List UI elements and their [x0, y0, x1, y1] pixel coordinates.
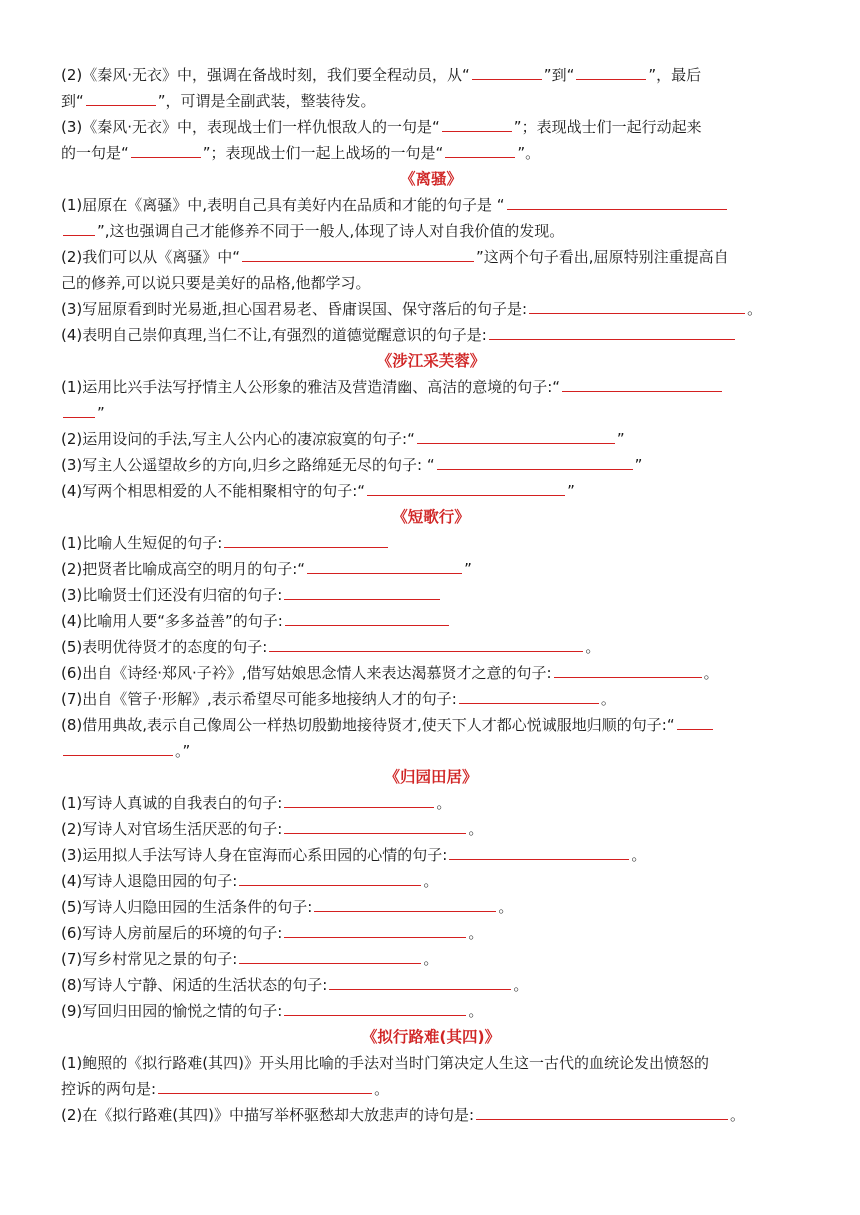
answer-blank[interactable] [459, 689, 599, 704]
answer-blank[interactable] [269, 637, 583, 652]
question-line [61, 244, 801, 270]
question-line [61, 946, 801, 972]
question-text: (4)写诗人退隐田园的句子: [61, 872, 238, 890]
question-text: ”；表现战士们一起行动起来 [513, 118, 702, 136]
question-line [61, 790, 801, 816]
question-text: 。 [747, 300, 763, 318]
question-text: (6)出自《诗经·郑风·子衿》,借写姑娘思念情人来表达渴慕贤才之意的句子: [61, 664, 552, 682]
question-text: (1)屈原在《离骚》中,表明自己具有美好内在品质和才能的句子是 “ [61, 196, 505, 214]
question-text: 的一句是“ [61, 144, 129, 162]
question-text: (2)把贤者比喻成高空的明月的句子:“ [61, 560, 306, 578]
question-text: 。 [513, 976, 529, 994]
answer-blank[interactable] [314, 897, 496, 912]
answer-blank[interactable] [554, 663, 702, 678]
question-line [61, 322, 801, 348]
section-title-text: 《涉江采芙蓉》 [376, 352, 486, 370]
answer-blank[interactable] [489, 325, 735, 340]
answer-blank[interactable] [158, 1079, 372, 1094]
question-text: 。 [468, 1002, 484, 1020]
answer-blank[interactable] [329, 975, 511, 990]
question-line [61, 920, 801, 946]
question-text: 己的修养,可以说只要是美好的品格,他都学习。 [61, 274, 371, 292]
answer-blank[interactable] [284, 793, 434, 808]
answer-blank[interactable] [285, 611, 449, 626]
question-line [61, 88, 801, 114]
question-text: ” [567, 482, 575, 500]
answer-blank[interactable] [677, 715, 713, 730]
question-text: 。 [423, 950, 439, 968]
question-text: ”这两个句子看出,屈原特别注重提高自 [476, 248, 729, 266]
question-text: 。 [374, 1080, 390, 1098]
answer-blank[interactable] [417, 429, 615, 444]
question-text: (4)表明自己崇仰真理,当仁不让,有强烈的道德觉醒意识的句子是: [61, 326, 487, 344]
question-text: (4)写两个相思相爱的人不能相聚相守的句子:“ [61, 482, 366, 500]
answer-blank[interactable] [576, 65, 646, 80]
section-title-text: 《离骚》 [399, 170, 462, 188]
question-text: (3)比喻贤士们还没有归宿的句子: [61, 586, 283, 604]
question-line [61, 556, 801, 582]
question-line [61, 712, 801, 738]
question-text: 控诉的两句是: [61, 1080, 157, 1098]
question-text: ” [97, 404, 105, 422]
section-title-text: 《归园田居》 [384, 768, 478, 786]
section-title [61, 764, 801, 790]
answer-blank[interactable] [242, 247, 474, 262]
answer-blank[interactable] [86, 91, 156, 106]
question-text: ”,这也强调自己才能修养不同于一般人,体现了诗人对自我价值的发现。 [97, 222, 565, 240]
question-text: (2)《秦风·无衣》中，强调在备战时刻，我们要全程动员，从“ [61, 66, 470, 84]
answer-blank[interactable] [63, 741, 173, 756]
question-text: ” [634, 456, 643, 474]
answer-blank[interactable] [284, 819, 466, 834]
question-line [61, 218, 801, 244]
answer-blank[interactable] [239, 871, 421, 886]
answer-blank[interactable] [529, 299, 745, 314]
question-text: (1)写诗人真诚的自我表白的句子: [61, 794, 283, 812]
answer-blank[interactable] [284, 923, 466, 938]
answer-blank[interactable] [239, 949, 421, 964]
answer-blank[interactable] [442, 117, 512, 132]
answer-blank[interactable] [224, 533, 388, 548]
answer-blank[interactable] [284, 585, 440, 600]
answer-blank[interactable] [307, 559, 462, 574]
answer-blank[interactable] [562, 377, 722, 392]
question-text: (4)比喻用人要“多多益善”的句子: [61, 612, 283, 630]
answer-blank[interactable] [507, 195, 727, 210]
section-title [61, 166, 801, 192]
answer-blank[interactable] [476, 1105, 728, 1120]
question-text: (2)我们可以从《离骚》中“ [61, 248, 241, 266]
question-text: (8)借用典故,表示自己像周公一样热切殷勤地接待贤才,使天下人才都心悦诚服地归顺的句子:“ [61, 716, 675, 734]
question-text: (7)出自《管子·形解》,表示希望尽可能多地接纳人才的句子: [61, 690, 457, 708]
question-text: (2)运用设问的手法,写主人公内心的凄凉寂寞的句子:“ [61, 430, 415, 448]
question-text: 。 [585, 638, 601, 656]
question-text: (1)运用比兴手法写抒情主人公形象的雅洁及营造清幽、高洁的意境的句子:“ [61, 378, 561, 396]
question-line [61, 1050, 801, 1076]
question-line [61, 1076, 801, 1102]
question-text: (6)写诗人房前屋后的环境的句子: [61, 924, 283, 942]
question-text: ”，可谓是全副武装，整装待发。 [157, 92, 376, 110]
question-text: (3)《秦风·无衣》中，表现战士们一样仇恨敌人的一句是“ [61, 118, 440, 136]
question-text: ”。 [517, 144, 541, 162]
question-line [61, 738, 801, 764]
question-line [61, 894, 801, 920]
question-text: 。 [423, 872, 439, 890]
question-text: ” [464, 560, 472, 578]
question-text: 。 [631, 846, 647, 864]
question-line [61, 582, 801, 608]
question-line [61, 452, 801, 478]
question-text: (9)写回归田园的愉悦之情的句子: [61, 1002, 283, 1020]
question-text: (5)写诗人归隐田园的生活条件的句子: [61, 898, 313, 916]
worksheet-page [61, 62, 801, 1128]
question-line [61, 140, 801, 166]
question-text: (3)写屈原看到时光易逝,担心国君易老、昏庸误国、保守落后的句子是: [61, 300, 528, 318]
question-line [61, 530, 801, 556]
question-line [61, 608, 801, 634]
answer-blank[interactable] [284, 1001, 466, 1016]
question-text: 。” [175, 742, 191, 760]
question-line [61, 634, 801, 660]
answer-blank[interactable] [437, 455, 633, 470]
question-line [61, 426, 801, 452]
question-text: (2)在《拟行路难(其四)》中描写举杯驱愁却大放悲声的诗句是: [61, 1106, 475, 1124]
question-text: ”；表现战士们一起上战场的一句是“ [202, 144, 444, 162]
question-line [61, 270, 801, 296]
question-line [61, 686, 801, 712]
question-text: ” [616, 430, 625, 448]
answer-blank[interactable] [131, 143, 201, 158]
answer-blank[interactable] [449, 845, 629, 860]
question-line [61, 998, 801, 1024]
question-text: 。 [468, 820, 484, 838]
question-text: (1)鲍照的《拟行路难(其四)》开头用比喻的手法对当时门第决定人生这一古代的血统论发出愤怒的 [61, 1054, 709, 1072]
question-line [61, 400, 801, 426]
question-text: ”，最后 [648, 66, 702, 84]
question-line [61, 816, 801, 842]
answer-blank[interactable] [445, 143, 515, 158]
question-text: 。 [436, 794, 452, 812]
question-text: (1)比喻人生短促的句子: [61, 534, 223, 552]
question-line [61, 842, 801, 868]
answer-blank[interactable] [367, 481, 565, 496]
section-title-text: 《短歌行》 [392, 508, 470, 526]
question-line [61, 868, 801, 894]
question-line [61, 478, 801, 504]
question-text: (5)表明优待贤才的态度的句子: [61, 638, 268, 656]
question-text: (8)写诗人宁静、闲适的生活状态的句子: [61, 976, 328, 994]
question-text: 。 [468, 924, 484, 942]
question-text: 。 [703, 664, 719, 682]
question-line [61, 374, 801, 400]
question-line [61, 114, 801, 140]
question-text: (7)写乡村常见之景的句子: [61, 950, 238, 968]
section-title [61, 348, 801, 374]
question-text: 到“ [61, 92, 84, 110]
question-line [61, 192, 801, 218]
question-line [61, 62, 801, 88]
question-line [61, 660, 801, 686]
question-line [61, 972, 801, 998]
question-line [61, 1102, 801, 1128]
question-text: (3)写主人公遥望故乡的方向,归乡之路绵延无尽的句子: “ [61, 456, 435, 474]
question-text: (2)写诗人对官场生活厌恶的句子: [61, 820, 283, 838]
question-text: 。 [600, 690, 616, 708]
answer-blank[interactable] [63, 403, 95, 418]
question-line [61, 296, 801, 322]
answer-blank[interactable] [472, 65, 542, 80]
section-title [61, 1024, 801, 1050]
question-text: ”到“ [543, 66, 575, 84]
question-text: (3)运用拟人手法写诗人身在宦海而心系田园的心情的句子: [61, 846, 448, 864]
question-text: 。 [498, 898, 514, 916]
section-title [61, 504, 801, 530]
question-text: 。 [730, 1106, 746, 1124]
answer-blank[interactable] [63, 221, 95, 236]
section-title-text: 《拟行路难(其四)》 [361, 1028, 501, 1046]
